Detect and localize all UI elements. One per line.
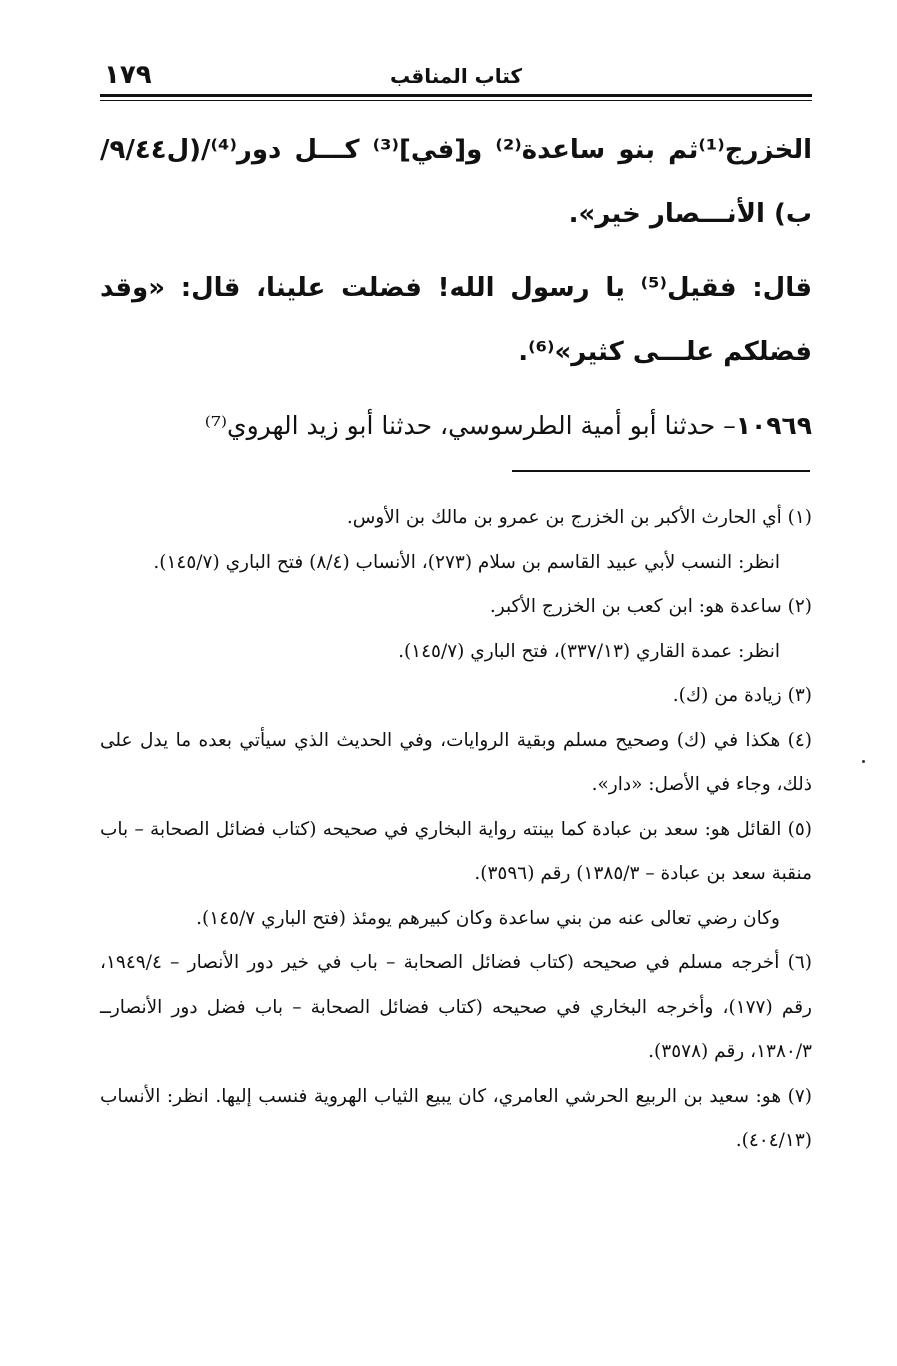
- footnote-5: (٥) القائل هو: سعد بن عبادة كما بينته رواية البخاري في صحيحه (كتاب فضائل الصحابة – باب منقبة سعد بن عبادة – ١٣٨٥/٣) رقم (٣٥٩٦).: [100, 818, 812, 884]
- footnote-2-reference: انظر: عمدة القاري (٣٣٧/١٣)، فتح الباري (١٤٥/٧).: [398, 640, 780, 662]
- hadith-narration: [100, 394, 812, 458]
- running-header: [100, 58, 812, 94]
- header-rule-thick: [100, 94, 812, 97]
- footnote-1-reference: انظر: النسب لأبي عبيد القاسم بن سلام (٢٧٣)، الأنساب (٨/٤) فتح الباري (١٤٥/٧).: [153, 551, 780, 573]
- main-paragraph: الخزرج⁽¹⁾ثم بنو ساعدة⁽²⁾ و[في]⁽³⁾ كـــل دور⁽⁴⁾/(ل٩/٤٤/ب) الأنـــصار خير».: [100, 135, 813, 229]
- footnote-4: (٤) هكذا في (ك) وصحيح مسلم وبقية الروايات، وفي الحديث الذي سيأتي بعده ما يدل على ذلك، وجاء في الأصل: «دار».: [100, 729, 812, 795]
- page-number: ١٧٩: [104, 60, 152, 90]
- footnote-1: (١) أي الحارث الأكبر بن الخزرج بن عمرو بن مالك بن الأوس.: [346, 507, 812, 528]
- footnotes: [100, 496, 812, 1164]
- hadith-number: ١٠٩٦٩: [735, 411, 812, 440]
- footnote-7: (٧) هو: سعيد بن الربيع الحرشي العامري، كان يبيع الثياب الهروية فنسب إليها. انظر: الأنساب (٤٠٤/١٣).: [100, 1085, 812, 1151]
- main-paragraph: قال: فقيل⁽⁵⁾ يا رسول الله! فضلت علينا، قال: «وقد فضلكم علـــى كثير»⁽⁶⁾.: [100, 273, 813, 367]
- main-text: [100, 118, 812, 468]
- footnote-3: (٣) زيادة من (ك).: [672, 685, 812, 706]
- footnote-6: (٦) أخرجه مسلم في صحيحه (كتاب فضائل الصحابة – باب في خير دور الأنصار – ١٩٤٩/٤، رقم (١٧٧)، وأخرجه البخاري في صحيحه (كتاب فضائل الصحابة – باب فضل دور الأنصارــ ١٣٨٠/٣، رقم (٣٥٧٨).: [100, 952, 812, 1062]
- footnote-separator: [512, 470, 810, 472]
- footnote-5-continuation: وكان رضي تعالى عنه من بني ساعدة وكان كبيرهم يومئذ (فتح الباري ١٤٥/٧).: [196, 907, 780, 929]
- footnote-2: (٢) ساعدة هو: ابن كعب بن الخزرج الأكبر.: [489, 596, 812, 617]
- running-title: كتاب المناقب: [389, 64, 523, 88]
- narration-text: – حدثنا أبو أمية الطرسوسي، حدثنا أبو زيد الهروي⁽⁷⁾: [204, 411, 736, 440]
- scan-speck: [862, 760, 865, 763]
- header-rule-thin: [100, 100, 812, 101]
